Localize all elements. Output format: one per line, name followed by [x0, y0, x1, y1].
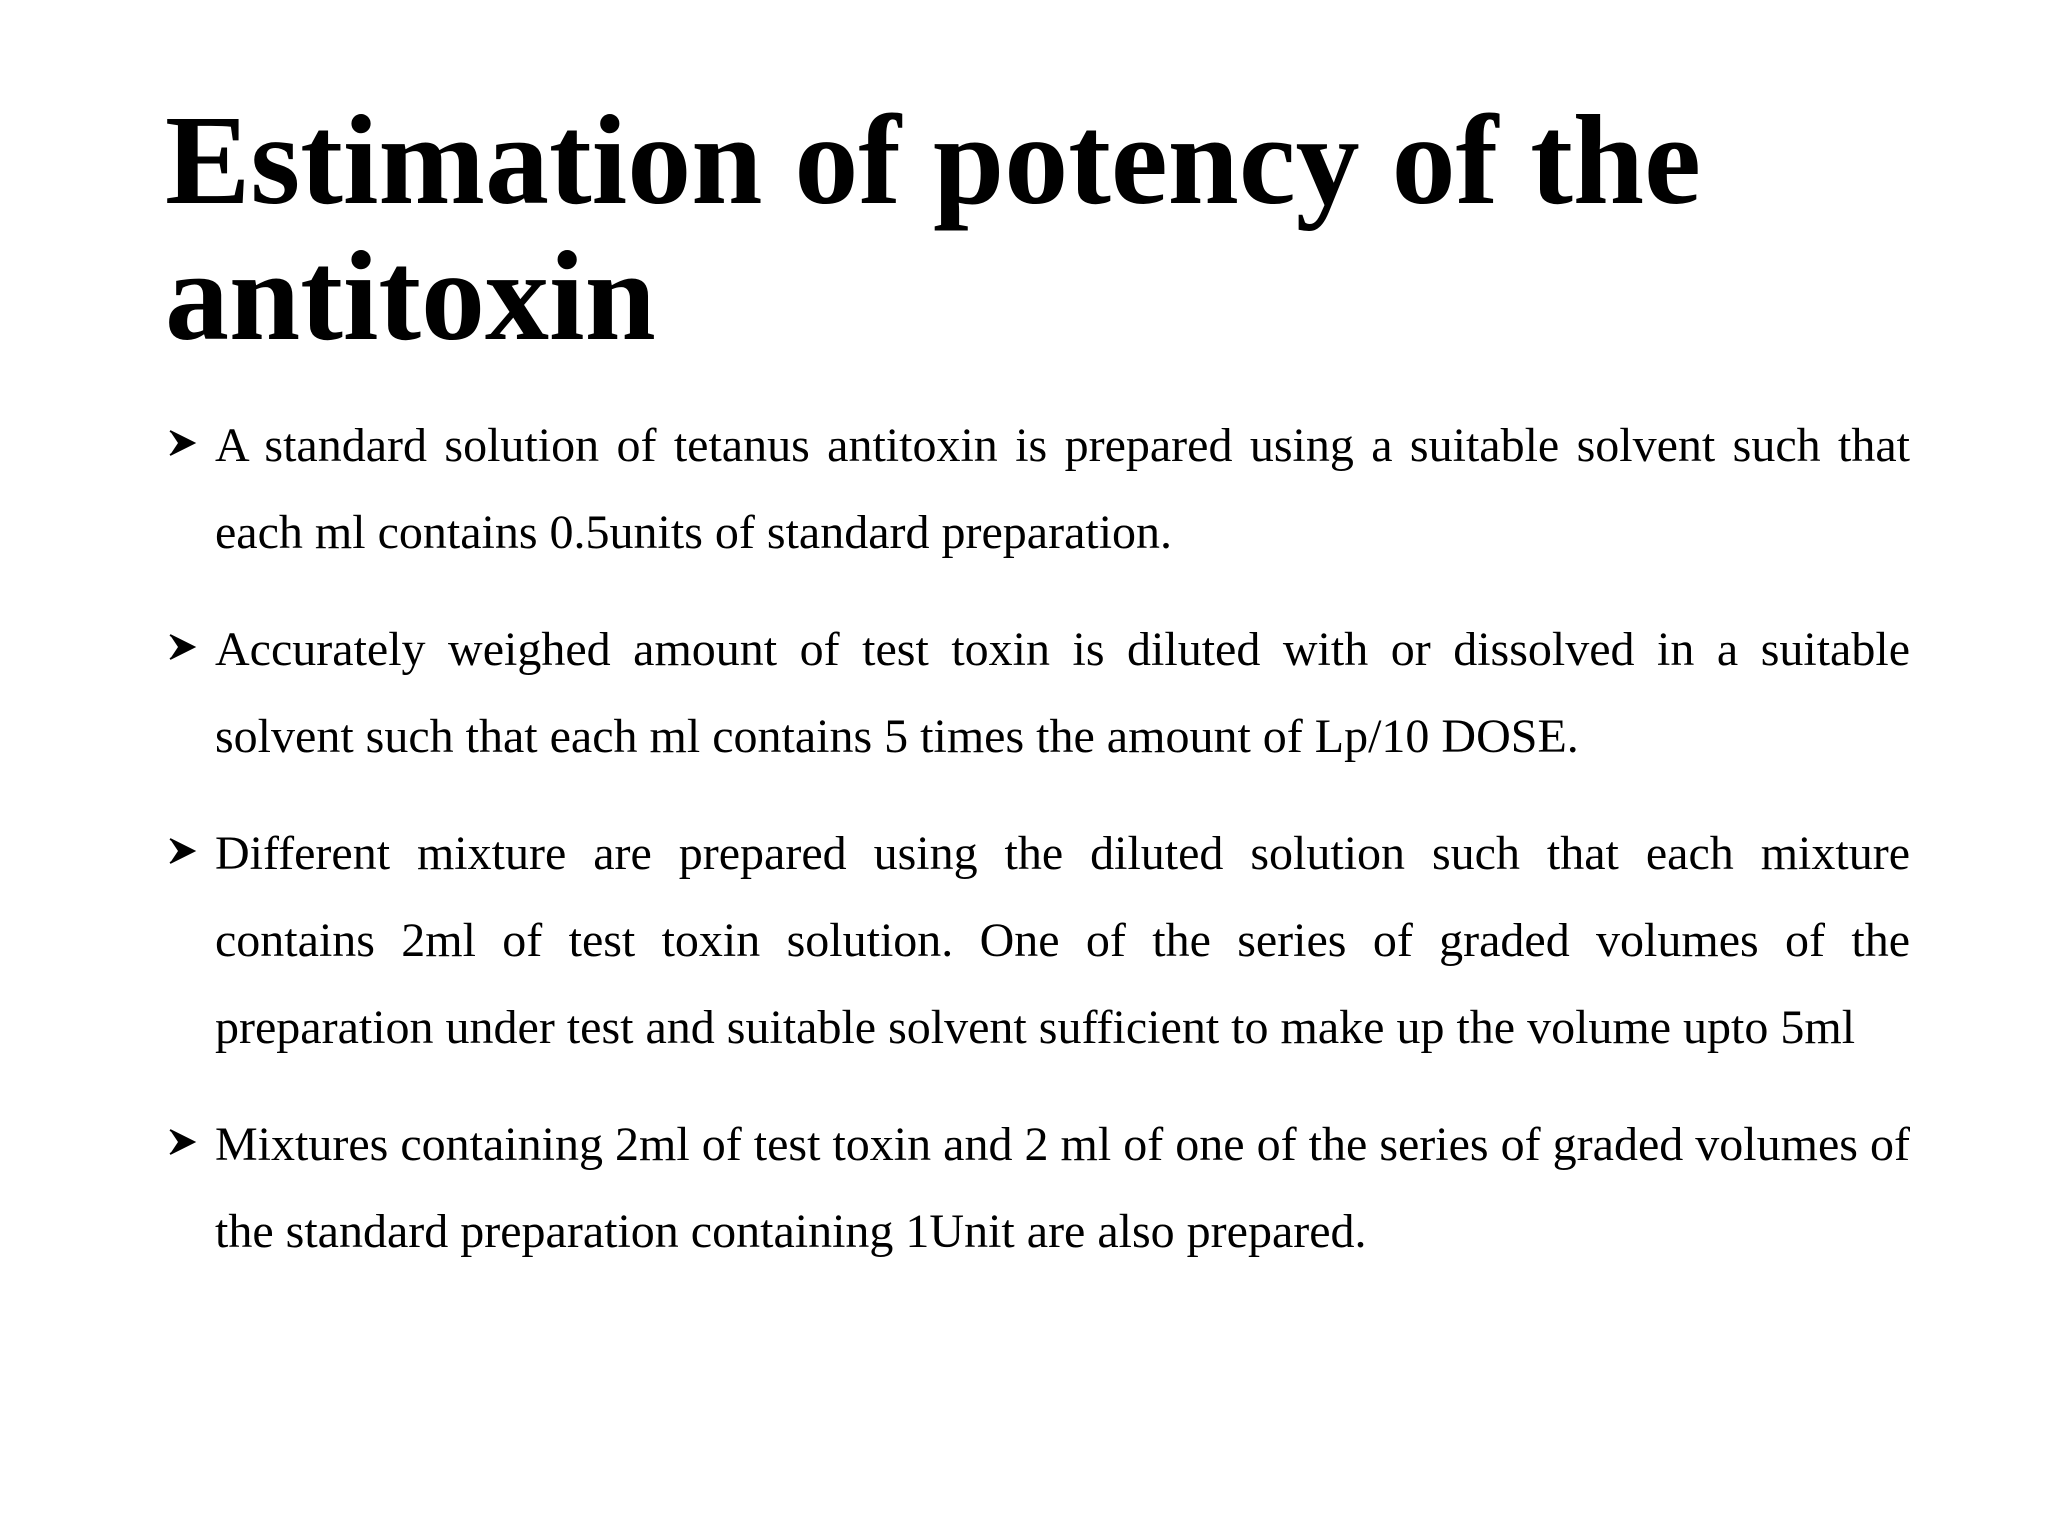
bullet-text: Mixtures containing 2ml of test toxin and 2 ml of one of the series of graded volumes of the standard preparation containing 1Unit are also prepared.: [215, 1118, 1910, 1258]
arrowhead-bullet-icon: [165, 606, 205, 693]
bullet-item: [165, 1101, 1910, 1275]
arrowhead-bullet-icon: [165, 1101, 205, 1188]
bullet-list: [165, 402, 1910, 1305]
bullet-item: [165, 606, 1910, 780]
bullet-item: [165, 810, 1910, 1071]
bullet-item: [165, 402, 1910, 576]
bullet-text: Accurately weighed amount of test toxin is diluted with or dissolved in a suitable solvent such that each ml contains 5 times the amount of Lp/10 DOSE.: [215, 623, 1910, 763]
slide-title: Estimation of potency of the antitoxin: [165, 89, 1701, 367]
arrowhead-bullet-icon: [165, 402, 205, 489]
bullet-text: A standard solution of tetanus antitoxin is prepared using a suitable solvent such that each ml contains 0.5units of standard preparation.: [215, 419, 1910, 559]
bullet-text: Different mixture are prepared using the diluted solution such that each mixture contains 2ml of test toxin solution. One of the series of graded volumes of the preparation under test and suitable solvent sufficient to make up the volume upto 5ml: [215, 827, 1910, 1054]
arrowhead-bullet-icon: [165, 810, 205, 897]
